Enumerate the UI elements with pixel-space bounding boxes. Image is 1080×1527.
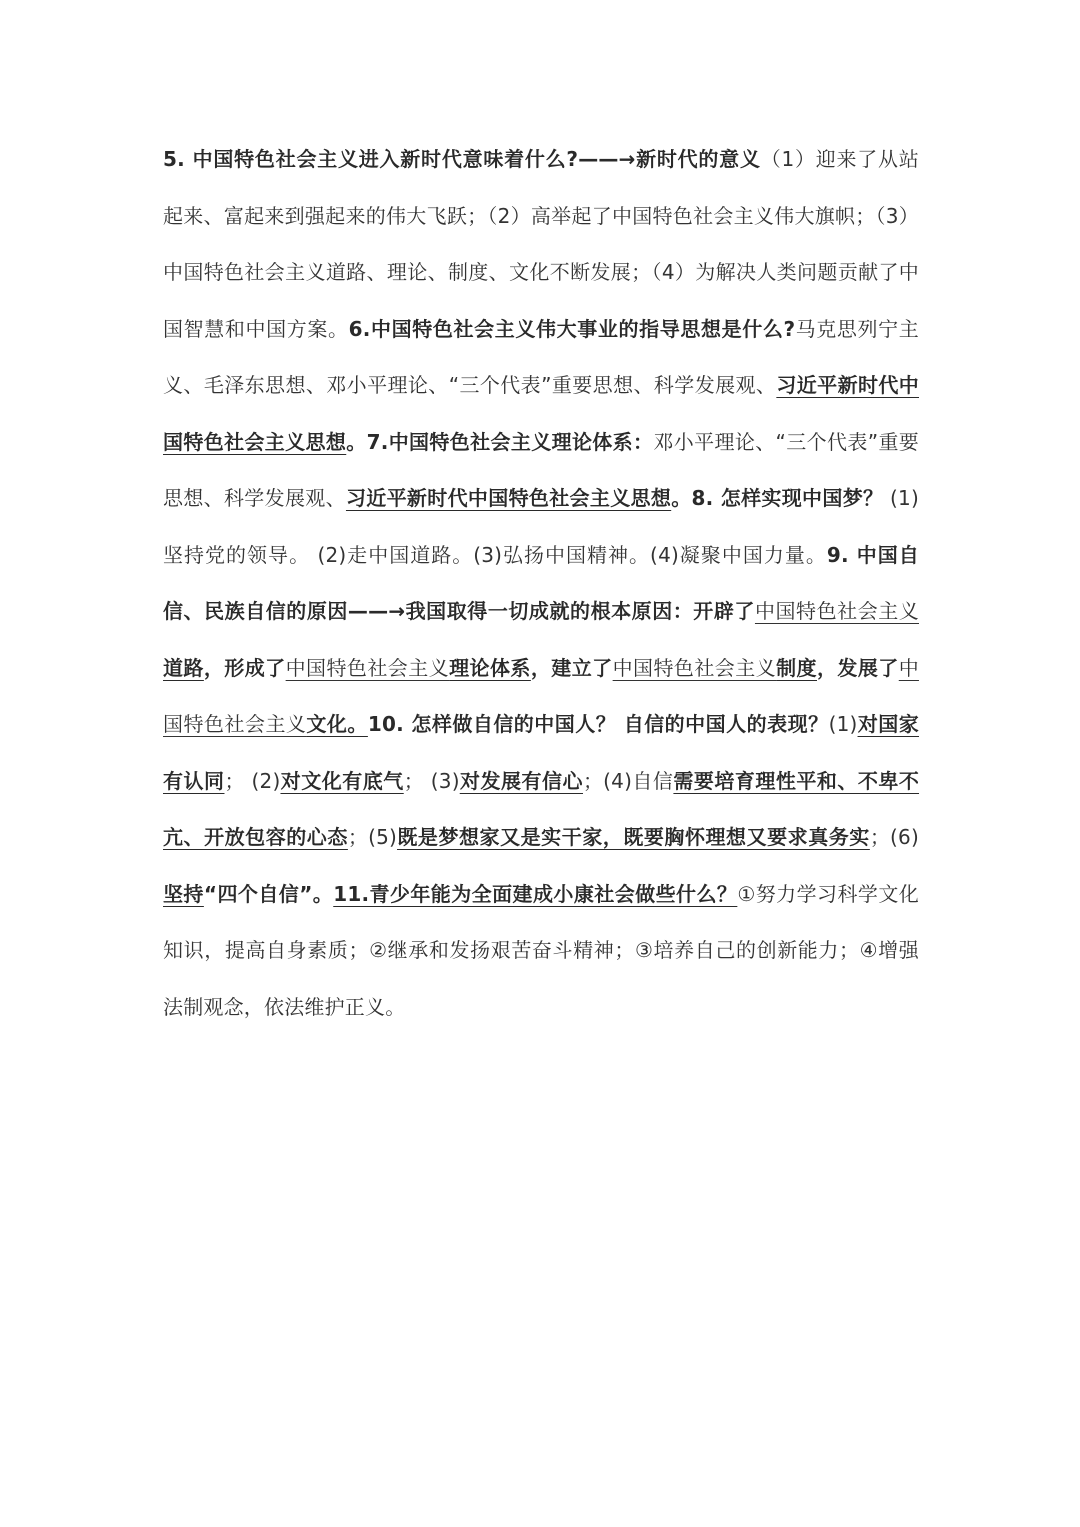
- text-segment: ，发展了: [817, 655, 899, 680]
- text-segment: ①努力学习科学文化知识，提高自身素质；②继承和发扬艰苦奋斗精神；③培养自己的创新能力；④增强法制观念，依法维护正义。: [163, 881, 919, 1019]
- text-segment: 中国特色社会主义: [612, 655, 777, 680]
- text-segment: 制度: [776, 655, 817, 680]
- text-segment: 5. 中国特色社会主义进入新时代意味着什么?——→新时代的意义: [163, 147, 761, 171]
- text-segment: 9. 中国自信、民族自信的原因——→我国取得一切成就的根本原因：开辟了: [163, 542, 919, 623]
- text-segment: 。: [346, 429, 367, 454]
- text-segment: 既是梦想家又是实干家，既要胸怀理想又要求真务实: [397, 825, 870, 849]
- text-segment: （1）迎来了从站起来、富起来到强起来的伟大飞跃；（2）高举起了中国特色社会主义伟大旗帜；（3）中国特色社会主义道路、理论、制度、文化不断发展；（4）为解决人类问题贡献了中国智慧和中国方案。: [163, 147, 919, 341]
- text-segment: 8. 怎样实现中国梦？: [691, 486, 884, 510]
- text-segment: 6.中国特色社会主义伟大事业的指导思想是什么?: [348, 316, 796, 341]
- text-segment: ； (2): [224, 768, 281, 793]
- document-body: [163, 131, 919, 1035]
- text-segment: 中国特色社会主义: [754, 599, 919, 623]
- text-segment: 7.中国特色社会主义理论体系：: [366, 429, 654, 454]
- text-segment: 对国家有认同: [163, 712, 919, 793]
- text-segment: ，建立了: [530, 655, 613, 680]
- text-segment: ，形成了: [203, 655, 286, 680]
- text-segment: 中国特色社会主义: [285, 655, 450, 680]
- text-segment: (1): [828, 712, 858, 736]
- text-segment: 坚持: [163, 881, 204, 906]
- text-segment: ； (3): [403, 768, 460, 793]
- text-segment: 11.青少年能为全面建成小康社会做些什么？: [333, 881, 738, 906]
- text-segment: 对发展有信心: [459, 768, 583, 793]
- text-segment: (1) 坚持党的领导。 (2)走中国道路。(3)弘扬中国精神。(4)凝聚中国力量。: [163, 486, 919, 567]
- text-segment: 习近平新时代中国特色社会主义思想: [345, 486, 672, 510]
- text-segment: 道路: [163, 655, 204, 680]
- text-segment: ；(4)自信: [582, 768, 674, 793]
- text-segment: ；(6): [869, 825, 919, 849]
- text-segment: ；(5): [347, 825, 398, 849]
- text-segment: 。: [671, 486, 692, 510]
- text-segment: 需要培育理性平和、不卑不亢、开放包容的心态: [163, 768, 920, 849]
- text-segment: 10. 怎样做自信的中国人？ 自信的中国人的表现？: [367, 712, 829, 736]
- text-segment: 马克思列宁主义、毛泽东思想、邓小平理论、“三个代表”重要思想、科学发展观、: [163, 316, 919, 397]
- text-segment: 理论体系: [449, 655, 531, 680]
- text-segment: “四个自信”。: [203, 881, 334, 906]
- text-segment: 邓小平理论、“三个代表”重要思想、科学发展观、: [163, 429, 919, 510]
- text-segment: 对文化有底气: [280, 768, 404, 793]
- text-segment: 中国特色社会主义: [163, 655, 919, 736]
- text-segment: 文化。: [306, 712, 368, 736]
- text-segment: 习近平新时代中国特色社会主义思想: [163, 373, 919, 454]
